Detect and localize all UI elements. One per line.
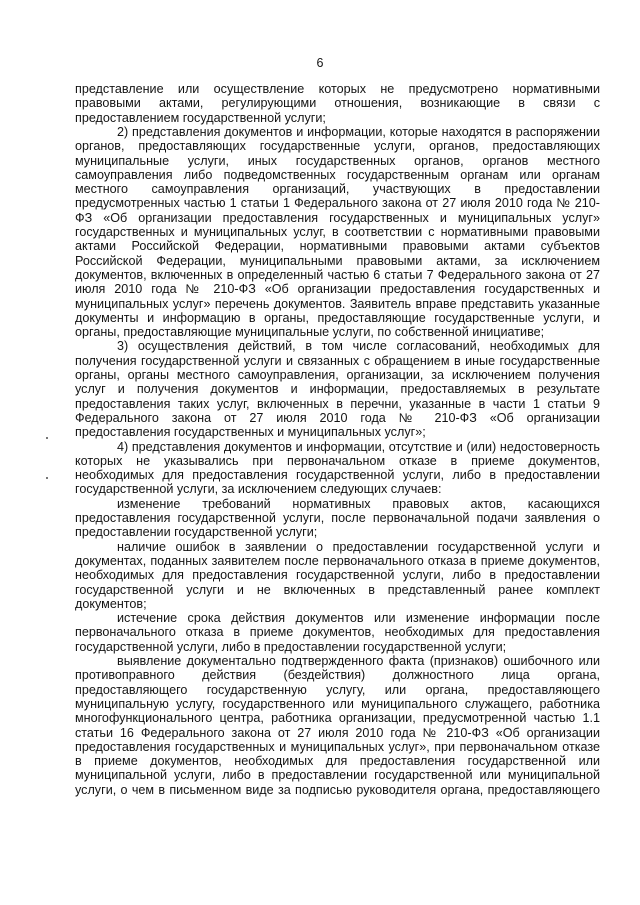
margin-mark <box>46 437 48 439</box>
text-line: документов, включенных в определенный частью 6 статьи 7 Федерального закона от 27 <box>75 268 600 282</box>
text-line: органы, органы местного самоуправления, организации, за исключением получения <box>75 368 600 382</box>
text-line: предоставления государственной услуги, после первоначальной подачи заявления о <box>75 511 600 525</box>
text-line: предоставления государственных и муниципальных услуг», при первоначальном отказе <box>75 740 600 754</box>
margin-mark <box>46 477 48 479</box>
text-line: наличие ошибок в заявлении о предоставлении государственной услуги и <box>117 540 600 554</box>
text-line: истечение срока действия документов или изменение информации после <box>117 611 600 625</box>
page-number: 6 <box>316 56 324 70</box>
text-line: которых не указывались при первоначальном отказе в приеме документов, <box>75 454 600 468</box>
text-line: предоставления таких услуг, включенных в перечни, указанные в части 1 статьи 9 <box>75 397 600 411</box>
text-line: самоуправления либо подведомственных государственным органам или органам <box>75 168 600 182</box>
text-line: муниципальных услуг» перечень документов. Заявитель вправе представить указанные <box>75 297 600 311</box>
text-line: необходимых для предоставления государственной услуги, либо в предоставлении <box>75 468 600 482</box>
text-line: первоначального отказа в приеме документов, необходимых для предоставления <box>75 625 600 639</box>
text-line: 2) представления документов и информации, которые находятся в распоряжении <box>117 125 600 139</box>
text-line: предоставлением государственной услуги; <box>75 111 326 125</box>
text-line: июля 2010 года № 210-ФЗ «Об организации предоставления государственных и <box>75 282 600 296</box>
text-line: государственной услуги, за исключением следующих случаев: <box>75 482 442 496</box>
text-line: в приеме документов, необходимых для предоставления государственной или <box>75 754 600 768</box>
text-line: государственной услуги и не включенных в представленный ранее комплект <box>75 583 600 597</box>
text-line: документах, поданных заявителем после первоначального отказа в приеме документов, <box>75 554 600 568</box>
text-line: предоставления государственных и муниципальных услуг»; <box>75 425 426 439</box>
text-line: предоставляющего государственную услугу, или органа, предоставляющего <box>75 683 600 697</box>
text-line: многофункционального центра, работника организации, предусмотренной частью 1.1 <box>75 711 600 725</box>
text-line: изменение требований нормативных правовых актов, касающихся <box>117 497 600 511</box>
text-line: предусмотренных частью 1 статьи 1 Федерального закона от 27 июля 2010 года № 210- <box>75 196 600 210</box>
text-line: местного самоуправления организаций, участвующих в предоставлении <box>75 182 600 196</box>
text-line: ФЗ «Об организации предоставления государственных и муниципальных услуг» <box>75 211 600 225</box>
text-line: 4) представления документов и информации, отсутствие и (или) недостоверность <box>117 440 600 454</box>
text-line: статьи 16 Федерального закона от 27 июля 2010 года № 210-ФЗ «Об организации <box>75 726 600 740</box>
text-line: документов; <box>75 597 147 611</box>
text-line: Федерального закона от 27 июля 2010 года № 210-ФЗ «Об организации <box>75 411 600 425</box>
text-line: Российской Федерации, муниципальными правовыми актами, за исключением <box>75 254 600 268</box>
text-line: противоправного действия (бездействия) должностного лица органа, <box>75 668 600 682</box>
text-line: муниципальную услугу, государственного или муниципального служащего, работника <box>75 697 600 711</box>
text-line: документы и информацию в органы, предоставляющие государственные услуги, и <box>75 311 600 325</box>
text-line: государственной услуги, либо в предоставлении государственной услуги; <box>75 640 507 654</box>
text-line: выявление документально подтвержденного факта (признаков) ошибочного или <box>117 654 600 668</box>
text-line: органов, предоставляющих государственные услуги, органов, предоставляющих <box>75 139 600 153</box>
text-line: муниципальные услуги, иных государственных органов, органов местного <box>75 154 600 168</box>
text-line: услуг и получения документов и информации, предоставляемых в результате <box>75 382 600 396</box>
text-line: органы, предоставляющие муниципальные услуги, по собственной инициативе; <box>75 325 545 339</box>
text-line: актами Российской Федерации, нормативными правовыми актами субъектов <box>75 239 600 253</box>
text-line: необходимых для предоставления государственной услуги, либо в предоставлении <box>75 568 600 582</box>
text-line: правовыми актами, регулирующими отношения, возникающие в связи с <box>75 96 600 110</box>
text-line: 3) осуществления действий, в том числе согласований, необходимых для <box>117 339 600 353</box>
text-line: представление или осуществление которых не предусмотрено нормативными <box>75 82 600 96</box>
text-line: услуги, о чем в письменном виде за подписью руководителя органа, предоставляющего <box>75 783 600 797</box>
text-line: государственных и муниципальных услуг, в соответствии с нормативными правовыми <box>75 225 600 239</box>
text-line: получения государственной услуги и связанных с обращением в иные государственные <box>75 354 600 368</box>
text-line: предоставлении государственной услуги; <box>75 525 318 539</box>
text-line: муниципальной услуги, либо в предоставлении государственной или муниципальной <box>75 768 600 782</box>
